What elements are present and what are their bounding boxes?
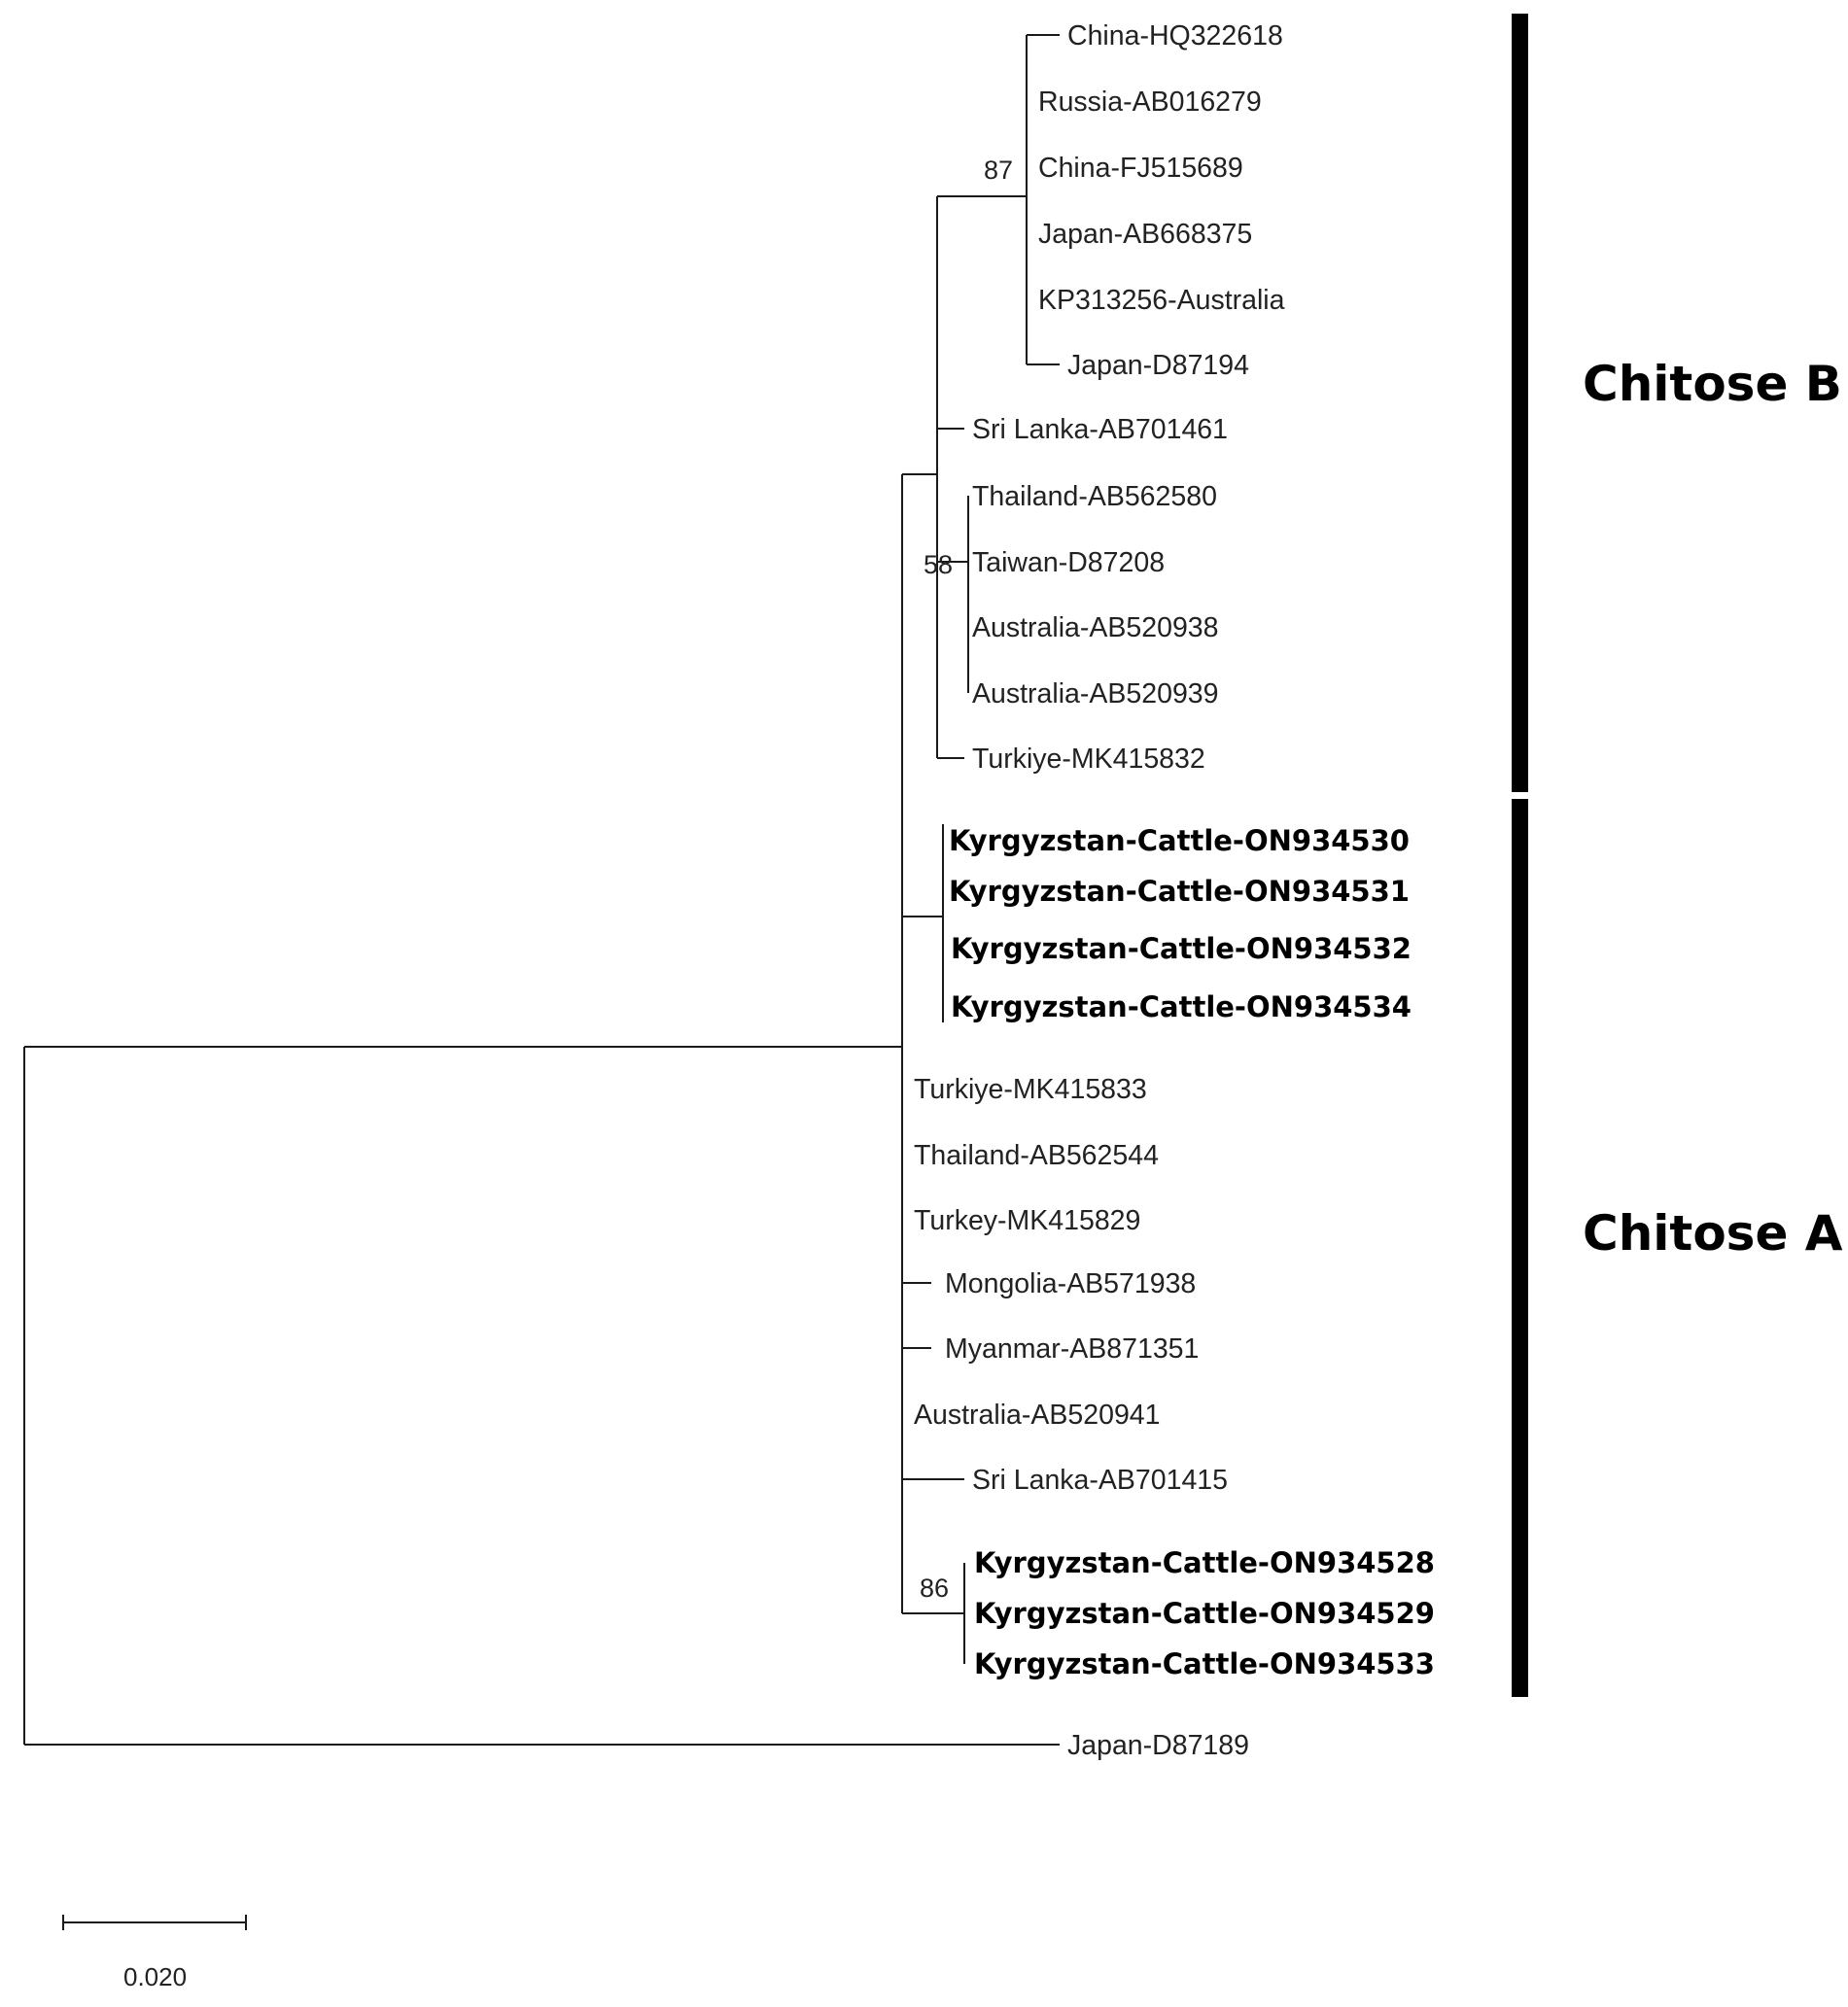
tip-label: Kyrgyzstan-Cattle-ON934528 <box>974 1546 1435 1579</box>
tip-label: Turkey-MK415829 <box>914 1205 1141 1236</box>
tip-label: China-HQ322618 <box>1067 20 1283 52</box>
scale-bar-label: 0.020 <box>123 1962 188 1991</box>
tip-label: Sri Lanka-AB701461 <box>972 414 1229 445</box>
tip-label: KP313256-Australia <box>1038 285 1285 316</box>
tip-label: Kyrgyzstan-Cattle-ON934531 <box>949 875 1410 908</box>
chitose-b-bar <box>1512 14 1528 792</box>
tip-label: Thailand-AB562580 <box>972 481 1217 512</box>
chitose-a-label: Chitose A <box>1583 1205 1843 1262</box>
tip-label: Kyrgyzstan-Cattle-ON934530 <box>949 824 1410 857</box>
tree-branches <box>24 35 1060 1745</box>
tip-label: Myanmar-AB871351 <box>945 1333 1200 1365</box>
tip-label: Australia-AB520941 <box>914 1400 1161 1431</box>
tip-label: Kyrgyzstan-Cattle-ON934529 <box>974 1597 1435 1630</box>
tip-label: China-FJ515689 <box>1038 153 1243 184</box>
tip-label: Taiwan-D87208 <box>972 547 1166 578</box>
chitose-b-label: Chitose B <box>1583 356 1842 412</box>
bootstrap-86: 86 <box>920 1574 950 1603</box>
bootstrap-58: 58 <box>924 550 954 579</box>
clade-annotations <box>1512 14 1843 1697</box>
tip-label: Kyrgyzstan-Cattle-ON934534 <box>951 990 1412 1023</box>
bootstrap-87: 87 <box>984 156 1014 185</box>
tip-labels <box>914 20 1435 1761</box>
chitose-a-bar <box>1512 799 1528 1697</box>
tip-label: Australia-AB520939 <box>972 678 1219 709</box>
tip-label: Japan-AB668375 <box>1038 219 1253 250</box>
tip-label: Australia-AB520938 <box>972 612 1219 643</box>
tip-label: Kyrgyzstan-Cattle-ON934532 <box>951 932 1412 965</box>
tip-label: Thailand-AB562544 <box>914 1140 1159 1171</box>
scale-bar <box>63 1915 246 1991</box>
tip-label: Sri Lanka-AB701415 <box>972 1465 1229 1496</box>
tip-label: Japan-D87189 <box>1067 1730 1249 1761</box>
tip-label: Russia-AB016279 <box>1038 87 1262 118</box>
tip-label: Japan-D87194 <box>1067 350 1249 381</box>
tip-label: Turkiye-MK415833 <box>914 1074 1147 1105</box>
tip-label: Turkiye-MK415832 <box>972 744 1205 775</box>
tip-label: Kyrgyzstan-Cattle-ON934533 <box>974 1647 1435 1680</box>
tip-label: Mongolia-AB571938 <box>945 1268 1197 1299</box>
